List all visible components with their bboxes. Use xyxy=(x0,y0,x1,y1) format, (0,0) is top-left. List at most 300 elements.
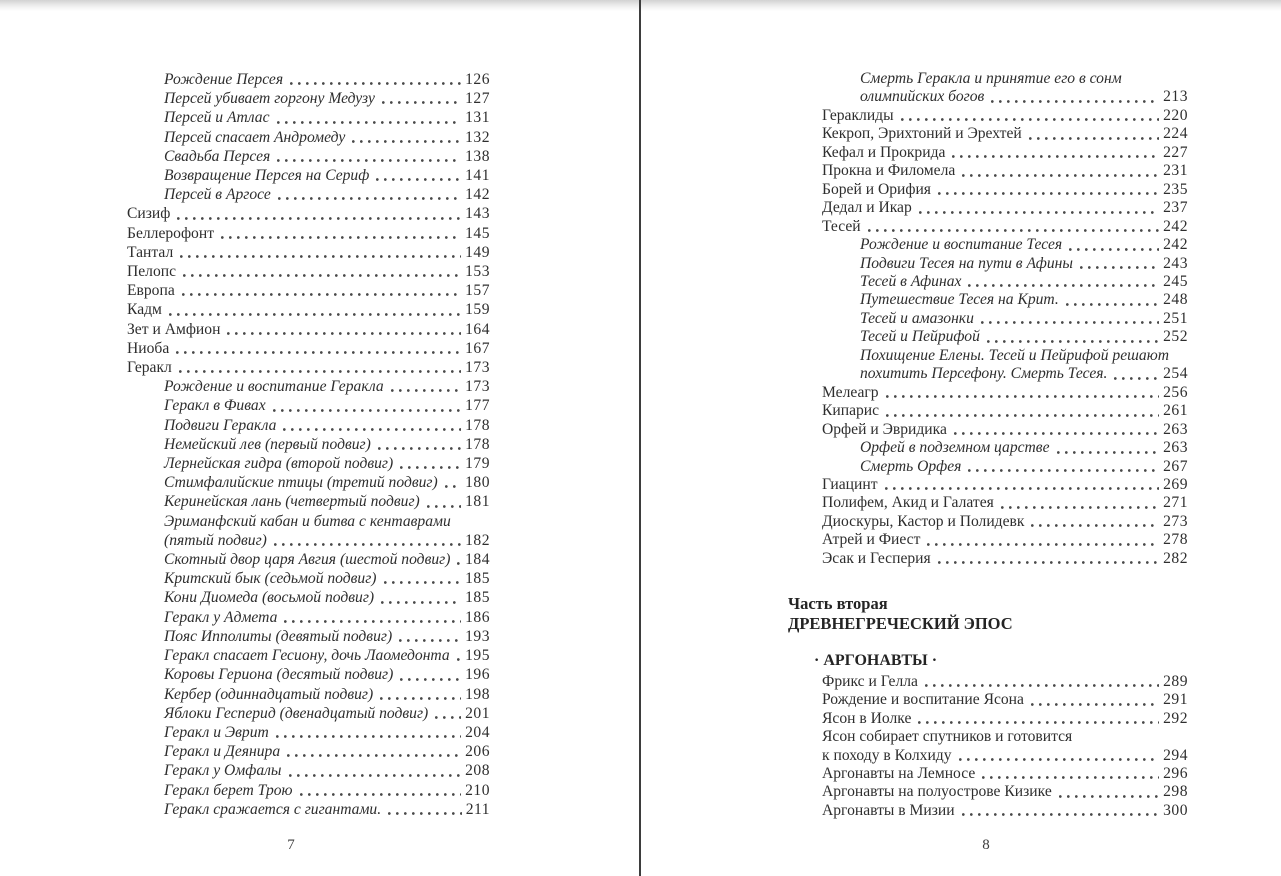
toc-entry-row xyxy=(788,402,1188,420)
toc-entry xyxy=(127,569,490,588)
toc-entry xyxy=(127,377,490,396)
toc-entry xyxy=(788,310,1188,328)
toc-entry xyxy=(788,421,1188,439)
toc-entry-page: 181 xyxy=(465,493,490,511)
toc-entry-title: Кипарис xyxy=(822,402,880,420)
toc-entry-title: Рождение и воспитание Ясона xyxy=(822,691,1024,709)
toc-entry-title: Персей в Аргосе xyxy=(164,186,271,204)
toc-entry xyxy=(127,704,490,723)
toc-entry xyxy=(127,685,490,704)
toc-entry xyxy=(127,800,490,819)
toc-entry xyxy=(788,710,1188,728)
toc-entry-row xyxy=(127,742,490,761)
dot-leader xyxy=(981,321,1159,324)
toc-entry-page: 271 xyxy=(1163,494,1188,512)
toc-entry-title: Скотный двор царя Авгия (шестой подвиг) xyxy=(164,551,451,569)
dot-leader xyxy=(221,236,461,239)
toc-entry-page: 157 xyxy=(465,282,490,300)
toc-entry-title: Рождение и воспитание Тесея xyxy=(860,236,1063,254)
toc-entry xyxy=(127,781,490,800)
toc-entry-title: Персей убивает горгону Медузу xyxy=(164,90,375,108)
dot-leader xyxy=(1114,377,1159,380)
toc-entry-title: Подвиги Тесея на пути в Афины xyxy=(860,254,1073,272)
toc-entry-title: Кекроп, Эрихтоний и Эрехтей xyxy=(822,125,1022,143)
toc-entry xyxy=(788,70,1188,107)
toc-entry-title: Тантал xyxy=(127,243,174,261)
toc-entry-row xyxy=(127,685,490,704)
right-toc-top xyxy=(788,70,1188,568)
toc-entry xyxy=(127,435,490,454)
toc-entry-row xyxy=(127,204,490,223)
toc-entry xyxy=(788,347,1188,384)
toc-entry xyxy=(788,550,1188,568)
dot-leader xyxy=(274,543,461,546)
toc-entry xyxy=(127,89,490,108)
toc-entry-row xyxy=(127,665,490,684)
toc-entry-row xyxy=(788,476,1188,494)
toc-entry xyxy=(127,281,490,300)
toc-entry-title: Путешествие Тесея на Крит. xyxy=(860,291,1059,309)
toc-entry-title: Тесей в Афинах xyxy=(860,272,962,290)
toc-entry-row xyxy=(127,224,490,243)
toc-entry xyxy=(127,454,490,473)
toc-entry-title: Полифем, Акид и Галатея xyxy=(822,494,994,512)
toc-entry-row xyxy=(788,310,1188,328)
toc-entry-title: Аргонавты на Лемносе xyxy=(822,764,976,782)
toc-entry-title: Сизиф xyxy=(127,205,171,223)
dot-leader xyxy=(1001,506,1159,509)
toc-entry-page: 179 xyxy=(465,455,490,473)
toc-entry-row xyxy=(788,550,1188,568)
dot-leader xyxy=(918,721,1159,724)
dot-leader xyxy=(227,332,461,335)
toc-entry-row xyxy=(127,281,490,300)
toc-entry-title: Геракл спасает Гесиону, дочь Лаомедонта xyxy=(164,647,450,665)
toc-entry-title: Пояс Ипполиты (девятый подвиг) xyxy=(164,627,393,645)
toc-entry-title: Аргонавты в Мизии xyxy=(822,801,955,819)
toc-entry-page: 126 xyxy=(465,71,490,88)
toc-entry-row xyxy=(127,704,490,723)
part-heading-line1: Часть вторая xyxy=(788,594,888,614)
toc-entry-row xyxy=(127,358,490,377)
toc-entry-page: 198 xyxy=(465,685,490,703)
toc-entry-page: 201 xyxy=(465,704,490,722)
dot-leader xyxy=(400,466,461,469)
toc-entry-row xyxy=(127,531,490,550)
toc-entry-row xyxy=(127,435,490,454)
toc-entry xyxy=(127,608,490,627)
dot-leader xyxy=(382,101,461,104)
toc-entry xyxy=(127,224,490,243)
dot-leader xyxy=(381,601,461,604)
toc-entry xyxy=(788,273,1188,291)
toc-entry-title: Геракл и Эврит xyxy=(164,723,269,741)
toc-entry-page: 186 xyxy=(465,608,490,626)
toc-entry-row xyxy=(127,128,490,147)
dot-leader xyxy=(277,121,462,124)
toc-entry-title: Рождение и воспитание Геракла xyxy=(164,378,384,396)
toc-entry xyxy=(127,128,490,147)
toc-entry-page: 142 xyxy=(465,186,490,204)
toc-entry-row xyxy=(127,608,490,627)
toc-entry-row xyxy=(127,454,490,473)
toc-entry-title: олимпийских богов xyxy=(860,88,985,106)
toc-entry-title: Кефал и Прокрида xyxy=(822,143,946,161)
toc-entry-row xyxy=(788,144,1188,162)
toc-entry-page: 243 xyxy=(1163,254,1188,272)
toc-entry-line: Похищение Елены. Тесей и Пейрифой решают xyxy=(860,346,1169,364)
toc-entry-line: Смерть Геракла и принятие его в сонм xyxy=(860,70,1122,87)
toc-entry xyxy=(127,300,490,319)
toc-entry-row xyxy=(127,761,490,780)
toc-entry-row xyxy=(788,513,1188,531)
toc-entry xyxy=(127,723,490,742)
toc-entry-page: 193 xyxy=(465,627,490,645)
toc-entry-page: 184 xyxy=(465,551,490,569)
toc-entry-page: 267 xyxy=(1163,457,1188,475)
dot-leader xyxy=(919,211,1159,214)
toc-entry-page: 167 xyxy=(465,339,490,357)
toc-entry-page: 173 xyxy=(465,359,490,377)
toc-entry xyxy=(788,291,1188,309)
toc-entry-page: 227 xyxy=(1163,143,1188,161)
toc-entry-title: Геракл берет Трою xyxy=(164,781,293,799)
toc-entry-page: 300 xyxy=(1163,801,1188,819)
toc-entry-title: Рождение Персея xyxy=(164,71,284,88)
toc-entry-page: 296 xyxy=(1163,764,1188,782)
toc-entry-row xyxy=(127,627,490,646)
toc-entry-title: Кони Диомеда (восьмой подвиг) xyxy=(164,589,375,607)
toc-entry-row xyxy=(788,783,1188,801)
toc-entry xyxy=(788,328,1188,346)
toc-entry-row xyxy=(788,273,1188,291)
toc-entry-page: 263 xyxy=(1163,439,1188,457)
toc-entry-row xyxy=(127,185,490,204)
toc-entry-row xyxy=(127,473,490,492)
toc-entry-row xyxy=(127,800,490,819)
toc-entry-row xyxy=(127,166,490,185)
dot-leader xyxy=(169,313,461,316)
toc-entry xyxy=(127,627,490,646)
toc-entry-page: 254 xyxy=(1163,365,1188,383)
dot-leader xyxy=(1080,266,1159,269)
toc-entry-page: 273 xyxy=(1163,512,1188,530)
toc-entry-row xyxy=(788,365,1188,383)
toc-entry-page: 252 xyxy=(1163,328,1188,346)
toc-entry xyxy=(127,761,490,780)
toc-entry-page: 145 xyxy=(465,224,490,242)
toc-entry-page: 141 xyxy=(465,167,490,185)
toc-entry xyxy=(788,691,1188,709)
dot-leader xyxy=(962,174,1159,177)
toc-entry xyxy=(788,236,1188,254)
dot-leader xyxy=(435,716,461,719)
toc-entry-page: 263 xyxy=(1163,420,1188,438)
toc-entry-row xyxy=(127,300,490,319)
toc-entry-page: 242 xyxy=(1163,236,1188,254)
toc-entry xyxy=(127,550,490,569)
right-page-toc xyxy=(788,70,1188,820)
dot-leader xyxy=(427,505,461,508)
toc-entry-row xyxy=(127,108,490,127)
toc-entry-title: Геракл в Фивах xyxy=(164,397,266,415)
toc-entry-page: 289 xyxy=(1163,672,1188,690)
toc-entry-title: Фрикс и Гелла xyxy=(822,672,918,690)
toc-entry-title: Кербер (одиннадцатый подвиг) xyxy=(164,685,374,703)
toc-entry xyxy=(127,742,490,761)
toc-entry-page: 235 xyxy=(1163,180,1188,198)
toc-entry-page: 237 xyxy=(1163,199,1188,217)
toc-entry xyxy=(127,339,490,358)
toc-entry-row xyxy=(127,646,490,665)
toc-entry-page: 210 xyxy=(465,781,490,799)
toc-entry-title: Подвиги Геракла xyxy=(164,416,277,434)
toc-entry-page: 178 xyxy=(465,435,490,453)
toc-entry-row xyxy=(788,328,1188,346)
dot-leader xyxy=(1059,795,1159,798)
toc-entry xyxy=(127,473,490,492)
left-page-number: 7 xyxy=(287,837,295,853)
toc-entry xyxy=(788,144,1188,162)
toc-entry-row xyxy=(127,569,490,588)
toc-entry-page: 159 xyxy=(465,301,490,319)
dot-leader xyxy=(182,293,461,296)
toc-entry-page: 245 xyxy=(1163,272,1188,290)
toc-entry xyxy=(788,181,1188,199)
toc-entry-page: 177 xyxy=(465,397,490,415)
toc-entry xyxy=(788,802,1188,820)
toc-entry-title: Гиацинт xyxy=(822,475,878,493)
toc-entry xyxy=(788,476,1188,494)
toc-entry-page: 185 xyxy=(465,589,490,607)
toc-entry-row xyxy=(788,218,1188,236)
toc-entry xyxy=(788,513,1188,531)
toc-entry-title: Атрей и Фиест xyxy=(822,531,921,549)
toc-entry xyxy=(127,243,490,262)
toc-entry-page: 248 xyxy=(1163,291,1188,309)
dot-leader xyxy=(885,487,1160,490)
dot-leader xyxy=(179,370,461,373)
toc-entry xyxy=(788,439,1188,457)
toc-entry-page: 213 xyxy=(1163,88,1188,106)
toc-entry-row xyxy=(788,802,1188,820)
toc-entry-page: 132 xyxy=(465,128,490,146)
dot-leader xyxy=(388,812,462,815)
part-heading-line2: ДРЕВНЕГРЕЧЕСКИЙ ЭПОС xyxy=(788,614,1013,634)
toc-entry-row xyxy=(127,147,490,166)
toc-entry-title: Геракл у Адмета xyxy=(164,608,278,626)
toc-entry-page: 291 xyxy=(1163,691,1188,709)
dot-leader xyxy=(457,658,461,661)
toc-entry-page: 131 xyxy=(465,109,490,127)
toc-entry-page: 208 xyxy=(465,762,490,780)
toc-entry xyxy=(788,199,1188,217)
toc-entry-page: 180 xyxy=(465,474,490,492)
toc-entry xyxy=(788,125,1188,143)
toc-entry-page: 178 xyxy=(465,416,490,434)
toc-entry-row xyxy=(127,396,490,415)
right-page-number: 8 xyxy=(982,837,990,853)
toc-entry-row xyxy=(788,747,1188,765)
dot-leader xyxy=(991,100,1159,103)
toc-entry xyxy=(127,416,490,435)
dot-leader xyxy=(886,395,1160,398)
toc-entry-title: к походу в Колхиду xyxy=(822,746,952,764)
toc-entry-title: Геракл и Деянира xyxy=(164,743,281,761)
toc-entry-page: 196 xyxy=(465,666,490,684)
toc-entry-page: 220 xyxy=(1163,106,1188,124)
toc-entry-title: Керинейская лань (четвертый подвиг) xyxy=(164,493,420,511)
dot-leader xyxy=(180,255,461,258)
toc-entry-page: 211 xyxy=(465,800,490,818)
dot-leader xyxy=(962,813,1159,816)
toc-entry-page: 282 xyxy=(1163,549,1188,567)
toc-entry-page: 251 xyxy=(1163,309,1188,327)
toc-entry-page: 278 xyxy=(1163,531,1188,549)
dot-leader xyxy=(1066,303,1159,306)
dot-leader xyxy=(1031,703,1159,706)
toc-entry-row xyxy=(788,421,1188,439)
toc-entry-row xyxy=(788,162,1188,180)
toc-entry-title: Мелеагр xyxy=(822,383,879,401)
toc-entry-title: Пелопс xyxy=(127,263,177,281)
toc-entry xyxy=(127,396,490,415)
dot-leader xyxy=(1057,451,1160,454)
dot-leader xyxy=(938,192,1159,195)
dot-leader xyxy=(987,340,1159,343)
toc-entry-row xyxy=(127,262,490,281)
toc-entry-title: Ясон в Иолке xyxy=(822,709,912,727)
toc-entry-row xyxy=(127,377,490,396)
toc-entry-title: Персей и Атлас xyxy=(164,109,270,127)
toc-entry-title: Яблоки Гесперид (двенадцатый подвиг) xyxy=(164,704,429,722)
toc-entry-title: похитить Персефону. Смерть Тесея. xyxy=(860,365,1108,383)
toc-entry-line: Ясон собирает спутников и готовится xyxy=(822,728,1073,746)
dot-leader xyxy=(457,562,461,565)
toc-entry-title: Тесей и амазонки xyxy=(860,309,974,327)
toc-entry xyxy=(127,320,490,339)
toc-entry-row xyxy=(127,70,490,89)
toc-entry xyxy=(788,531,1188,549)
toc-entry-title: (пятый подвиг) xyxy=(164,531,267,549)
toc-entry-row xyxy=(127,550,490,569)
dot-leader xyxy=(886,414,1159,417)
dot-leader xyxy=(380,697,461,700)
dot-leader xyxy=(938,561,1159,564)
dot-leader xyxy=(1069,248,1159,251)
toc-entry-row xyxy=(127,89,490,108)
toc-entry-title: Ниоба xyxy=(127,339,170,357)
toc-entry xyxy=(127,147,490,166)
toc-entry xyxy=(127,70,490,89)
toc-entry-row xyxy=(127,588,490,607)
dot-leader xyxy=(278,197,461,200)
dot-leader xyxy=(352,140,461,143)
toc-entry xyxy=(788,255,1188,273)
dot-leader xyxy=(868,229,1159,232)
toc-entry xyxy=(127,166,490,185)
toc-entry-page: 153 xyxy=(465,263,490,281)
toc-entry xyxy=(127,262,490,281)
dot-leader xyxy=(183,274,461,277)
toc-entry xyxy=(127,665,490,684)
toc-entry-row xyxy=(127,320,490,339)
toc-entry xyxy=(127,204,490,223)
toc-entry-page: 149 xyxy=(465,243,490,261)
dot-leader xyxy=(400,678,461,681)
toc-entry xyxy=(788,402,1188,420)
toc-entry-row xyxy=(788,765,1188,783)
toc-entry-title: Аргонавты на полуострове Кизике xyxy=(822,783,1052,801)
dot-leader xyxy=(1031,524,1159,527)
dot-leader xyxy=(968,469,1159,472)
dot-leader xyxy=(901,118,1160,121)
toc-entry-title: Персей спасает Андромеду xyxy=(164,128,346,146)
toc-entry-page: 138 xyxy=(465,147,490,165)
dot-leader xyxy=(959,758,1160,761)
toc-entry xyxy=(788,384,1188,402)
dot-leader xyxy=(300,793,462,796)
left-page-toc xyxy=(127,70,490,819)
toc-entry-row xyxy=(788,236,1188,254)
toc-entry-page: 206 xyxy=(465,743,490,761)
toc-entry-title: Стимфалийские птицы (третий подвиг) xyxy=(164,474,438,492)
toc-entry-title: Коровы Гериона (десятый подвиг) xyxy=(164,666,394,684)
toc-entry-row xyxy=(127,416,490,435)
toc-entry-page: 292 xyxy=(1163,709,1188,727)
toc-entry-title: Европа xyxy=(127,282,175,300)
dot-leader xyxy=(968,284,1159,287)
section-heading-argonauts: · АРГОНАВТЫ · xyxy=(814,652,938,670)
toc-entry xyxy=(127,185,490,204)
dot-leader xyxy=(276,735,461,738)
toc-entry-page: 294 xyxy=(1163,746,1188,764)
toc-entry-title: Прокна и Филомела xyxy=(822,162,956,180)
toc-entry-page: 127 xyxy=(465,90,490,108)
toc-entry xyxy=(788,728,1188,765)
toc-entry-row xyxy=(788,181,1188,199)
toc-entry xyxy=(788,218,1188,236)
toc-entry xyxy=(788,783,1188,801)
toc-entry-row xyxy=(127,723,490,742)
toc-entry-title: Критский бык (седьмой подвиг) xyxy=(164,570,377,588)
toc-entry-title: Кадм xyxy=(127,301,162,319)
dot-leader xyxy=(927,543,1159,546)
dot-leader xyxy=(277,159,461,162)
toc-entry-title: Диоскуры, Кастор и Полидевк xyxy=(822,512,1025,530)
toc-entry-title: Возвращение Персея на Сериф xyxy=(164,167,370,185)
toc-entry xyxy=(127,358,490,377)
toc-entry xyxy=(788,458,1188,476)
toc-entry-title: Орфей и Эвридика xyxy=(822,420,947,438)
dot-leader xyxy=(445,485,461,488)
toc-entry xyxy=(788,765,1188,783)
toc-entry-row xyxy=(788,710,1188,728)
toc-entry-row xyxy=(127,492,490,511)
toc-entry-title: Геракл сражается с гигантами. xyxy=(164,800,382,818)
toc-entry-title: Гераклиды xyxy=(822,106,894,124)
toc-entry-title: Беллерофонт xyxy=(127,224,215,242)
toc-entry-row xyxy=(788,255,1188,273)
dot-leader xyxy=(273,409,461,412)
toc-entry-page: 164 xyxy=(465,320,490,338)
toc-entry-row xyxy=(788,691,1188,709)
page-divider xyxy=(639,0,641,876)
toc-entry-page: 256 xyxy=(1163,383,1188,401)
toc-entry-row xyxy=(788,673,1188,691)
toc-entry-row xyxy=(788,439,1188,457)
toc-entry xyxy=(127,646,490,665)
